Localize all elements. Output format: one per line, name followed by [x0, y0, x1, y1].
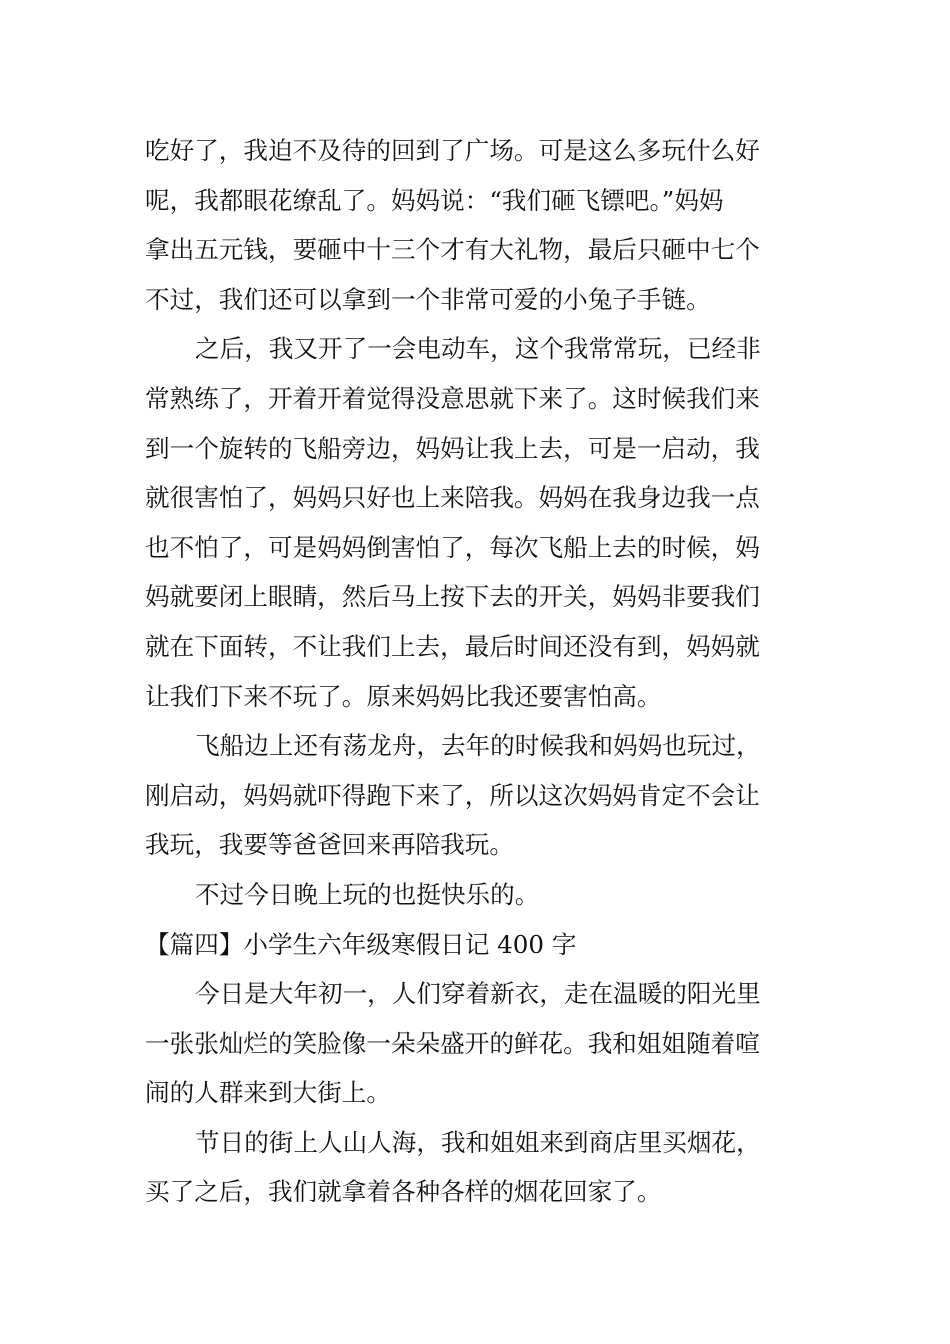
text-line: 呢，我都眼花缭乱了。妈妈说：“我们砸飞镖吧。”妈妈	[145, 185, 724, 215]
paragraph-first-line: 之后，我又开了一会电动车，这个我常常玩，已经非	[195, 334, 761, 364]
text-line: 就很害怕了，妈妈只好也上来陪我。妈妈在我身边我一点	[145, 483, 760, 513]
text-line: 吃好了，我迫不及待的回到了广场。可是这么多玩什么好	[145, 136, 760, 165]
text-line: 刚启动，妈妈就吓得跑下来了，所以这次妈妈肯定不会让	[145, 780, 760, 810]
text-line: 到一个旋转的飞船旁边，妈妈让我上去，可是一启动，我	[145, 433, 760, 463]
document-page	[145, 126, 810, 1217]
text-line: 闹的人群来到大街上。	[145, 1078, 391, 1108]
text-line: 买了之后，我们就拿着各种各样的烟花回家了。	[145, 1177, 662, 1207]
paragraph-first-line: 今日是大年初一，人们穿着新衣，走在温暖的阳光里	[195, 979, 761, 1009]
text-line: 常熟练了，开着开着觉得没意思就下来了。这时候我们来	[145, 383, 760, 413]
text-line: 就在下面转，不让我们上去，最后时间还没有到，妈妈就	[145, 631, 760, 661]
paragraph-first-line: 节日的街上人山人海，我和姐姐来到商店里买烟花，	[195, 1127, 761, 1157]
paragraph-first-line: 飞船边上还有荡龙舟，去年的时候我和妈妈也玩过，	[195, 731, 761, 761]
text-line: 妈就要闭上眼睛，然后马上按下去的开关，妈妈非要我们	[145, 582, 760, 612]
paragraph-first-line: 不过今日晚上玩的也挺快乐的。	[195, 879, 540, 909]
text-line: 我玩，我要等爸爸回来再陪我玩。	[145, 830, 514, 860]
text-line: 一张张灿烂的笑脸像一朵朵盛开的鲜花。我和姐姐随着喧	[145, 1028, 760, 1058]
text-line: 拿出五元钱，要砸中十三个才有大礼物，最后只砸中七个	[145, 235, 760, 265]
section-heading: 【篇四】小学生六年级寒假日记 400 字	[145, 929, 577, 959]
text-line: 不过，我们还可以拿到一个非常可爱的小兔子手链。	[145, 284, 711, 314]
text-line: 让我们下来不玩了。原来妈妈比我还要害怕高。	[145, 681, 662, 711]
text-line: 也不怕了，可是妈妈倒害怕了，每次飞船上去的时候，妈	[145, 532, 760, 562]
